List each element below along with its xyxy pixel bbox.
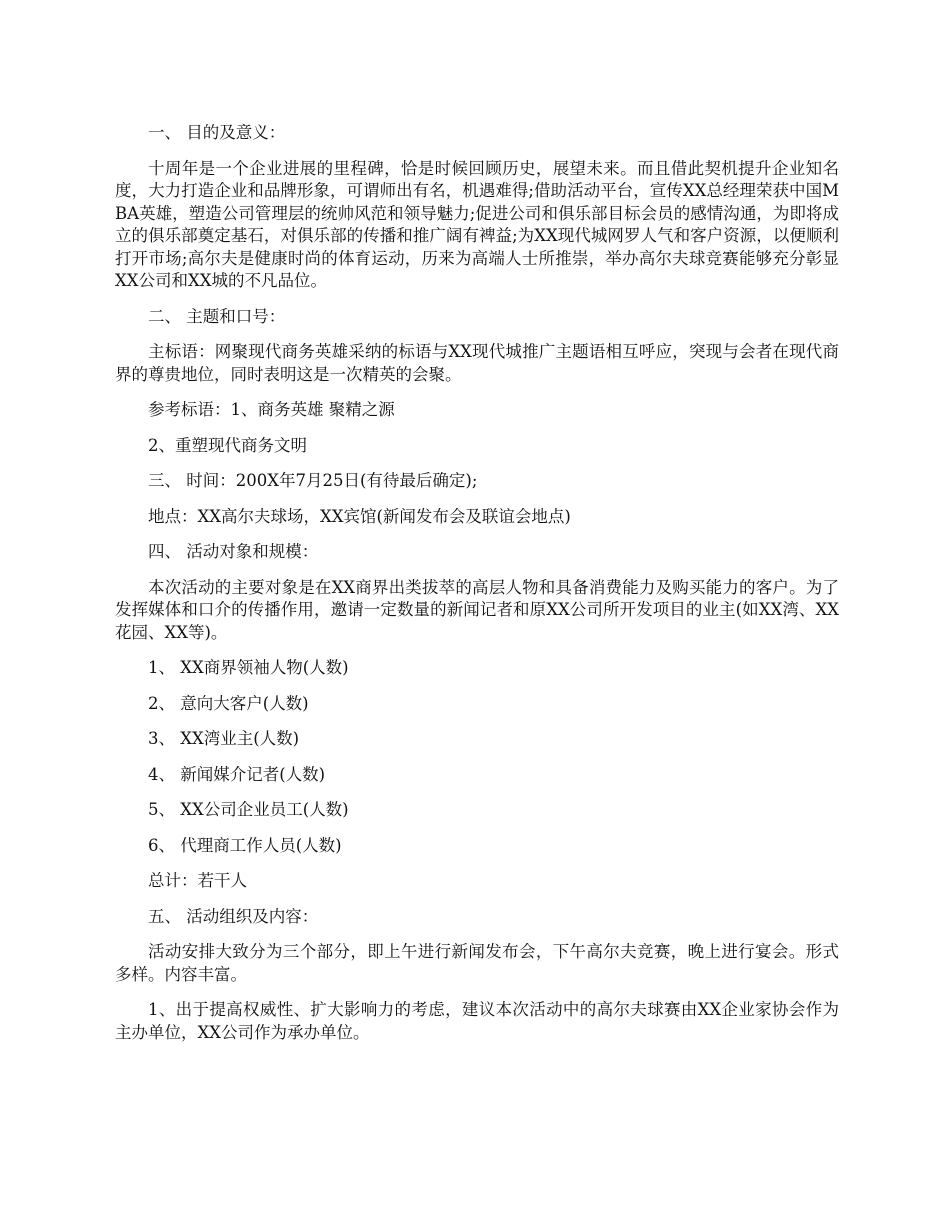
document-page	[115, 122, 839, 1057]
section-heading-audience: 四、 活动对象和规模：	[148, 542, 319, 561]
section-heading-theme: 二、 主题和口号：	[148, 306, 286, 326]
list-item: 5、 XX公司企业员工(人数)	[148, 800, 349, 819]
section-heading-organization: 五、 活动组织及内容：	[148, 906, 319, 926]
paragraph-main-slogan: 主标语：网聚现代商务英雄采纳的标语与XX现代城推广主题语相互呼应，突现与会者在现代商界的尊贵地位，同时表明这是一次精英的会聚。	[115, 342, 839, 384]
paragraph-schedule: 活动安排大致分为三个部分，即上午进行新闻发布会，下午高尔夫竞赛，晚上进行宴会。形式多样。内容丰富。	[115, 942, 839, 984]
paragraph-audience-body: 本次活动的主要对象是在XX商界出类拔萃的高层人物和具备消费能力及购买能力的客户。为了发挥媒体和口介的传播作用，邀请一定数量的新闻记者和原XX公司所开发项目的业主(如XX湾、XX花园、XX等)。	[115, 577, 839, 642]
list-item: 6、 代理商工作人员(人数)	[148, 835, 342, 855]
paragraph-purpose-body: 十周年是一个企业进展的里程碑，恰是时候回顾历史，展望未来。而且借此契机提升企业知名度，大力打造企业和品牌形象，可谓师出有名，机遇难得;借助活动平台，宣传XX总经理荣获中国MBA英雄，塑造公司管理层的统帅风范和领导魅力;促进公司和俱乐部目标会员的感情沟通，为即将成立的俱乐部奠定基石，对俱乐部的传播和推广阔有裨益;为XX现代城网罗人气和客户资源，以便顺利打开市场;高尔夫是健康时尚的体育运动，历来为高端人士所推崇，举办高尔夫球竞赛能够充分彰显XX公司和XX城的不凡品位。	[115, 158, 839, 290]
paragraph-reference-slogan: 参考标语：1、商务英雄 聚精之源	[148, 400, 395, 419]
paragraph-reference-slogan-2: 2、重塑现代商务文明	[148, 435, 307, 455]
list-item: 3、 XX湾业主(人数)	[148, 729, 300, 748]
list-item: 4、 新闻媒介记者(人数)	[148, 764, 326, 784]
section-heading-time: 三、 时间：200X年7月25日(有待最后确定);	[148, 471, 478, 490]
paragraph-location: 地点：XX高尔夫球场，XX宾馆(新闻发布会及联谊会地点)	[148, 506, 571, 526]
list-item: 2、 意向大客户(人数)	[148, 693, 309, 713]
paragraph-organizer: 1、出于提高权威性、扩大影响力的考虑，建议本次活动中的高尔夫球赛由XX企业家协会作为主办单位，XX公司作为承办单位。	[115, 1000, 839, 1042]
section-heading-purpose: 一、 目的及意义：	[148, 123, 286, 142]
paragraph-total: 总计：若干人	[148, 871, 247, 890]
list-item: 1、 XX商界领袖人物(人数)	[148, 658, 349, 677]
